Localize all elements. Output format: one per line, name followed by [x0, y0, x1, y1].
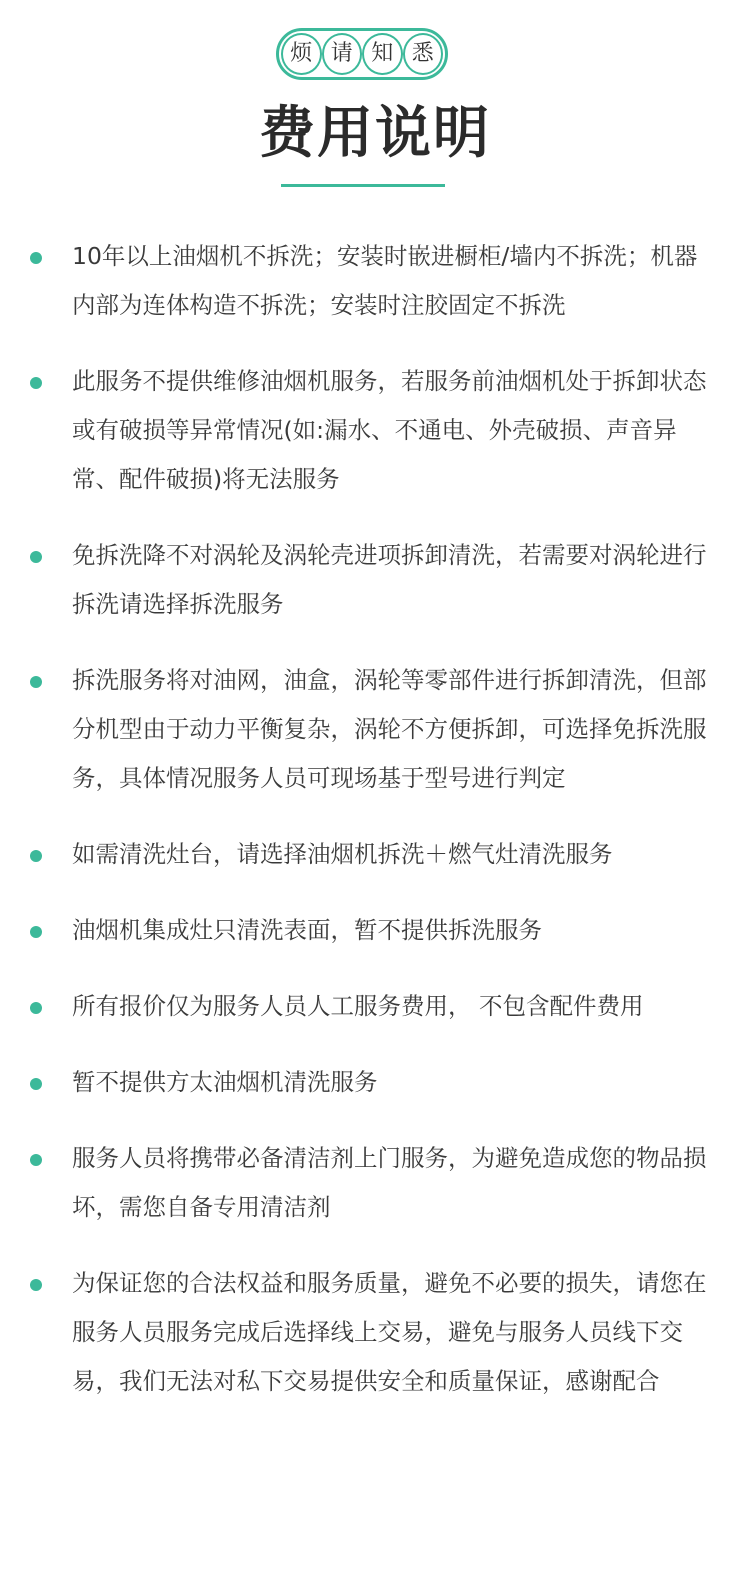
page-title: 费用说明: [259, 101, 491, 166]
note-item: [0, 906, 750, 955]
note-item: [0, 656, 750, 803]
note-item: [0, 982, 750, 1031]
bullet-dot-icon: [30, 1078, 42, 1090]
notice-badge: [276, 28, 448, 80]
bullet-dot-icon: [30, 676, 42, 688]
bullet-dot-icon: [30, 1154, 42, 1166]
page-header: [0, 0, 750, 200]
note-item: [0, 830, 750, 879]
note-text: 为保证您的合法权益和服务质量，避免不必要的损失，请您在服务人员服务完成后选择线上交易，避免与服务人员线下交易，我们无法对私下交易提供安全和质量保证，感谢配合: [72, 1269, 707, 1395]
note-item: [0, 1058, 750, 1107]
badge-char: 请: [322, 33, 363, 75]
bullet-dot-icon: [30, 551, 42, 563]
note-text: 如需清洗灶台，请选择油烟机拆洗＋燃气灶清洗服务: [72, 840, 613, 868]
note-text: 油烟机集成灶只清洗表面，暂不提供拆洗服务: [72, 916, 542, 944]
badge-char: 知: [362, 33, 403, 75]
bullet-dot-icon: [30, 850, 42, 862]
note-item: [0, 531, 750, 629]
note-text: 所有报价仅为服务人员人工服务费用， 不包含配件费用: [72, 992, 644, 1020]
note-item: [0, 232, 750, 330]
note-item: [0, 357, 750, 504]
bullet-dot-icon: [30, 377, 42, 389]
note-text: 此服务不提供维修油烟机服务，若服务前油烟机处于拆卸状态或有破损等异常情况(如:漏水、不通电、外壳破损、声音异常、配件破损)将无法服务: [72, 367, 707, 493]
note-text: 免拆洗降不对涡轮及涡轮壳进项拆卸清洗，若需要对涡轮进行拆洗请选择拆洗服务: [72, 541, 707, 618]
note-text: 服务人员将携带必备清洁剂上门服务，为避免造成您的物品损坏，需您自备专用清洁剂: [72, 1144, 707, 1221]
note-item: [0, 1134, 750, 1232]
bullet-dot-icon: [30, 252, 42, 264]
notes-list: [0, 232, 750, 1433]
note-item: [0, 1259, 750, 1406]
note-text: 暂不提供方太油烟机清洗服务: [72, 1068, 378, 1096]
bullet-dot-icon: [30, 1279, 42, 1291]
bullet-dot-icon: [30, 1002, 42, 1014]
note-text: 拆洗服务将对油网，油盒，涡轮等零部件进行拆卸清洗，但部分机型由于动力平衡复杂，涡轮不方便拆卸，可选择免拆洗服务，具体情况服务人员可现场基于型号进行判定: [72, 666, 707, 792]
bullet-dot-icon: [30, 926, 42, 938]
note-text: 10年以上油烟机不拆洗；安装时嵌进橱柜/墙内不拆洗；机器内部为连体构造不拆洗；安装时注胶固定不拆洗: [72, 242, 698, 319]
badge-char: 烦: [281, 33, 322, 75]
title-underline: [281, 184, 445, 187]
badge-char: 悉: [403, 33, 444, 75]
